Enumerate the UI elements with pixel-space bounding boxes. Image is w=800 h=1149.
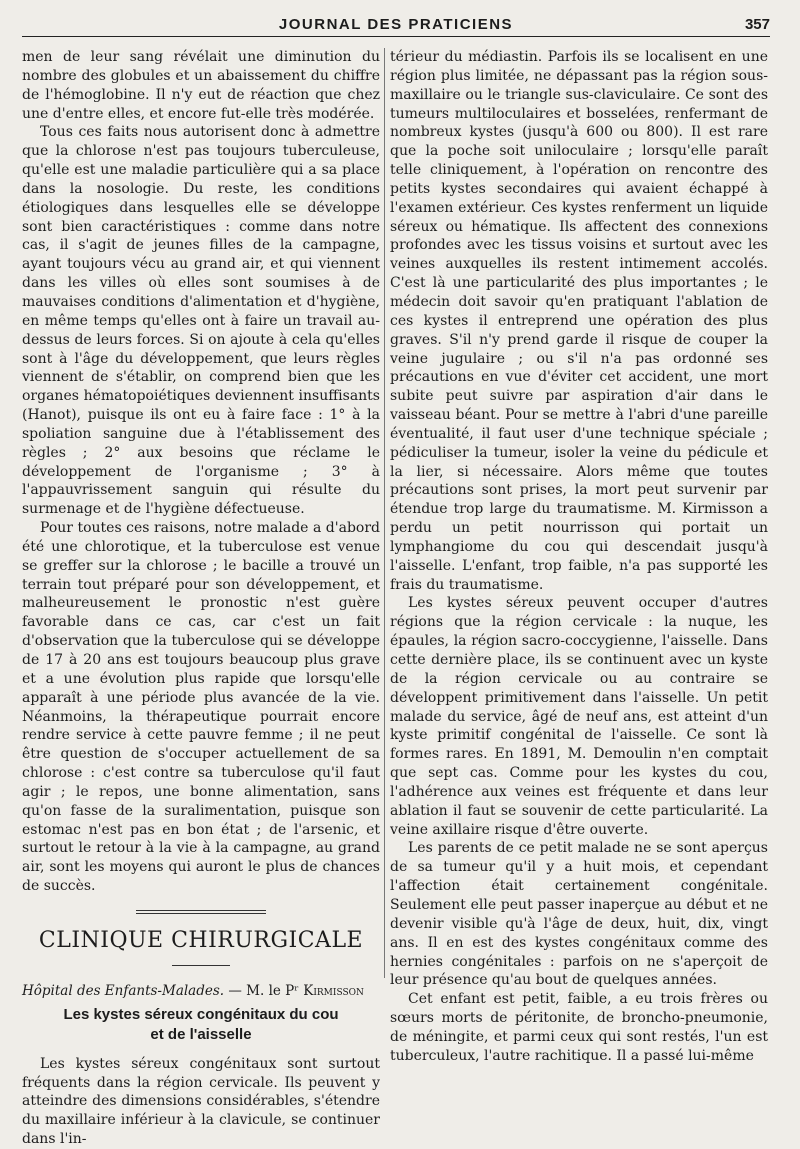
byline bbox=[22, 982, 380, 1001]
paragraph: men de leur sang révélait une diminution du nombre des globules et un abaissement du chiffre de l'hémoglobine. Il n'y eut de réaction que chez une d'entre elles, et encore fut-elle très modérée. bbox=[22, 49, 380, 122]
page-number: 357 bbox=[744, 16, 770, 33]
column-divider bbox=[384, 48, 385, 978]
paragraph: Les kystes séreux peuvent occuper d'autres régions que la région cervicale : la nuque, les épaules, la région sacro-coccygienne, l'aisselle. Dans cette dernière place, ils se continuent avec un kyste de la région cervicale ou au contraire se développent primitivement dans l'aisselle. Un petit malade du service, âgé de neuf ans, est atteint d'un kyste primitif congénital de l'aisselle. Ce sont là formes rares. En 1891, M. Demoulin n'en comptait que sept cas. Comme pour les kystes du cou, l'adhérence aux veines est fréquente et dans leur ablation il faut se souvenir de cette particularité. La veine axillaire risque d'être ouverte. bbox=[390, 595, 768, 838]
article-title-line-1: Les kystes séreux congénitaux du cou bbox=[63, 1005, 339, 1023]
paragraph: térieur du médiastin. Parfois ils se localisent en une région plus limitée, ne dépassant pas la région sous-maxillaire ou le triangle sus-claviculaire. Ce sont des tumeurs multiloculaires et bosselées, renfermant de nombreux kystes (jusqu'à 600 ou 800). Il est rare que la poche soit uniloculaire ; lorsqu'elle paraît telle cliniquement, à l'opération on rencontre des petits kystes secondaires qui avaient échappé à l'examen extérieur. Ces kystes renferment un liquide séreux ou hématique. Ils affectent des connexions profondes avec les tissus voisins et surtout avec les veines auxquelles ils restent intimement accolés. C'est là une particularité des plus importantes ; le médecin doit savoir qu'en pratiquant l'ablation de ces kystes il entreprend une opération des plus graves. S'il n'y prend garde il risque de couper la veine jugulaire ; ou s'il n'a pas ordonné ses précautions en vue d'éviter cet accident, une mort subite peut suivre par aspiration d'air dans le vaisseau béant. Pour se mettre à l'abri d'une pareille éventualité, il faut user d'une technique spéciale ; pédiculiser la tumeur, isoler la veine du pédicule et la lier, si nécessaire. Alors même que toutes précautions sont prises, la mort peut survenir par étendue trop large du traumatisme. M. Kirmisson a perdu un petit nourrisson qui portait un lymphangiome du cou qui descendait jusqu'à l'aisselle. L'enfant, trop faible, n'a pas supporté les frais du traumatisme. bbox=[390, 49, 768, 593]
paragraph: Les kystes séreux congénitaux sont surtout fréquents dans la région cervicale. Ils peuvent y atteindre des dimensions considérables, s'étendre du maxillaire inférieur à la clavicule, se continuer dans l'in- bbox=[22, 1055, 380, 1148]
article-title-line-2: et de l'aisselle bbox=[150, 1025, 252, 1043]
byline-place: Hôpital des Enfants-Malades. bbox=[22, 982, 225, 999]
title-underline bbox=[172, 965, 230, 966]
paragraph: Pour toutes ces raisons, notre malade a d'abord été une chlorotique, et la tuberculose est venue se greffer sur la chlorose ; le bacille a trouvé un terrain tout préparé pour son développement, et malheureusement le pronostic n'est guère favorable dans ce cas, car c'est un fait d'observation que la tuberculose qui se développe de 17 à 20 ans est toujours beaucoup plus grave et a une évolution plus rapide que lorsqu'elle apparaît à une période plus avancée de la vie. Néanmoins, la thérapeutique pourrait encore rendre service à cette pauvre femme ; il ne peut être question de s'occuper actuellement de sa chlorose : c'est contre sa tuberculose qu'il faut agir ; le repos, une bonne alimentation, sans qu'on fasse de la suralimentation, puisque son estomac n'est pas en bon état ; de l'arsenic, et surtout le retour à la vie à la campagne, au grand air, sont les moyens qui auront le plus de chances de succès. bbox=[22, 520, 380, 895]
section-title: CLINIQUE CHIRURGICALE bbox=[38, 927, 364, 953]
byline-dash: — M. le Pʳ bbox=[224, 982, 304, 999]
right-column bbox=[390, 48, 768, 1064]
byline-author: Kirmisson bbox=[303, 982, 364, 999]
journal-title: JOURNAL DES PRATICIENS bbox=[278, 16, 514, 33]
article-title bbox=[22, 1005, 380, 1045]
section-separator bbox=[136, 910, 266, 914]
left-column bbox=[22, 48, 380, 1148]
paragraph: Tous ces faits nous autorisent donc à admettre que la chlorose n'est pas toujours tuberculeuse, qu'elle est une maladie particulière qui a sa place dans la nosologie. Du reste, les conditions étiologiques dans lesquelles elle se développe sont bien caractéristiques : comme dans notre cas, il s'agit de jeunes filles de la campagne, ayant toujours vécu au grand air, et qui viennent dans les villes où elles sont soumises à de mauvaises conditions d'alimentation et d'hygiène, en même temps qu'elles ont à faire un travail au-dessus de leurs forces. Si on ajoute à cela qu'elles sont à l'âge du développement, que leurs règles viennent de s'établir, on comprend bien que les organes hématopoiétiques deviennent insuffisants (Hanot), puisque ils ont eu à faire face : 1° à la spoliation sanguine due à l'établissement des règles ; 2° aux besoins que réclame le développement de l'organisme ; 3° à l'appauvrissement sanguin qui résulte du surmenage et de l'hygiène défectueuse. bbox=[22, 124, 380, 518]
paragraph: Cet enfant est petit, faible, a eu trois frères ou sœurs morts de péritonite, de broncho-pneumonie, de méningite, et parmi ceux qui sont restés, l'un est tuberculeux, l'autre rachitique. Il a passé lui-même bbox=[390, 991, 768, 1064]
paragraph: Les parents de ce petit malade ne se sont aperçus de sa tumeur qu'il y a huit mois, et cependant l'affection était certainement congénitale. Seulement elle peut passer inaperçue au début et ne devenir visible qu'à l'âge de deux, huit, dix, vingt ans. Il en est des kystes congénitaux comme des hernies congénitales : parfois on ne s'aperçoit de leur présence qu'au bout de quelques années. bbox=[390, 840, 768, 989]
running-header bbox=[22, 14, 770, 37]
